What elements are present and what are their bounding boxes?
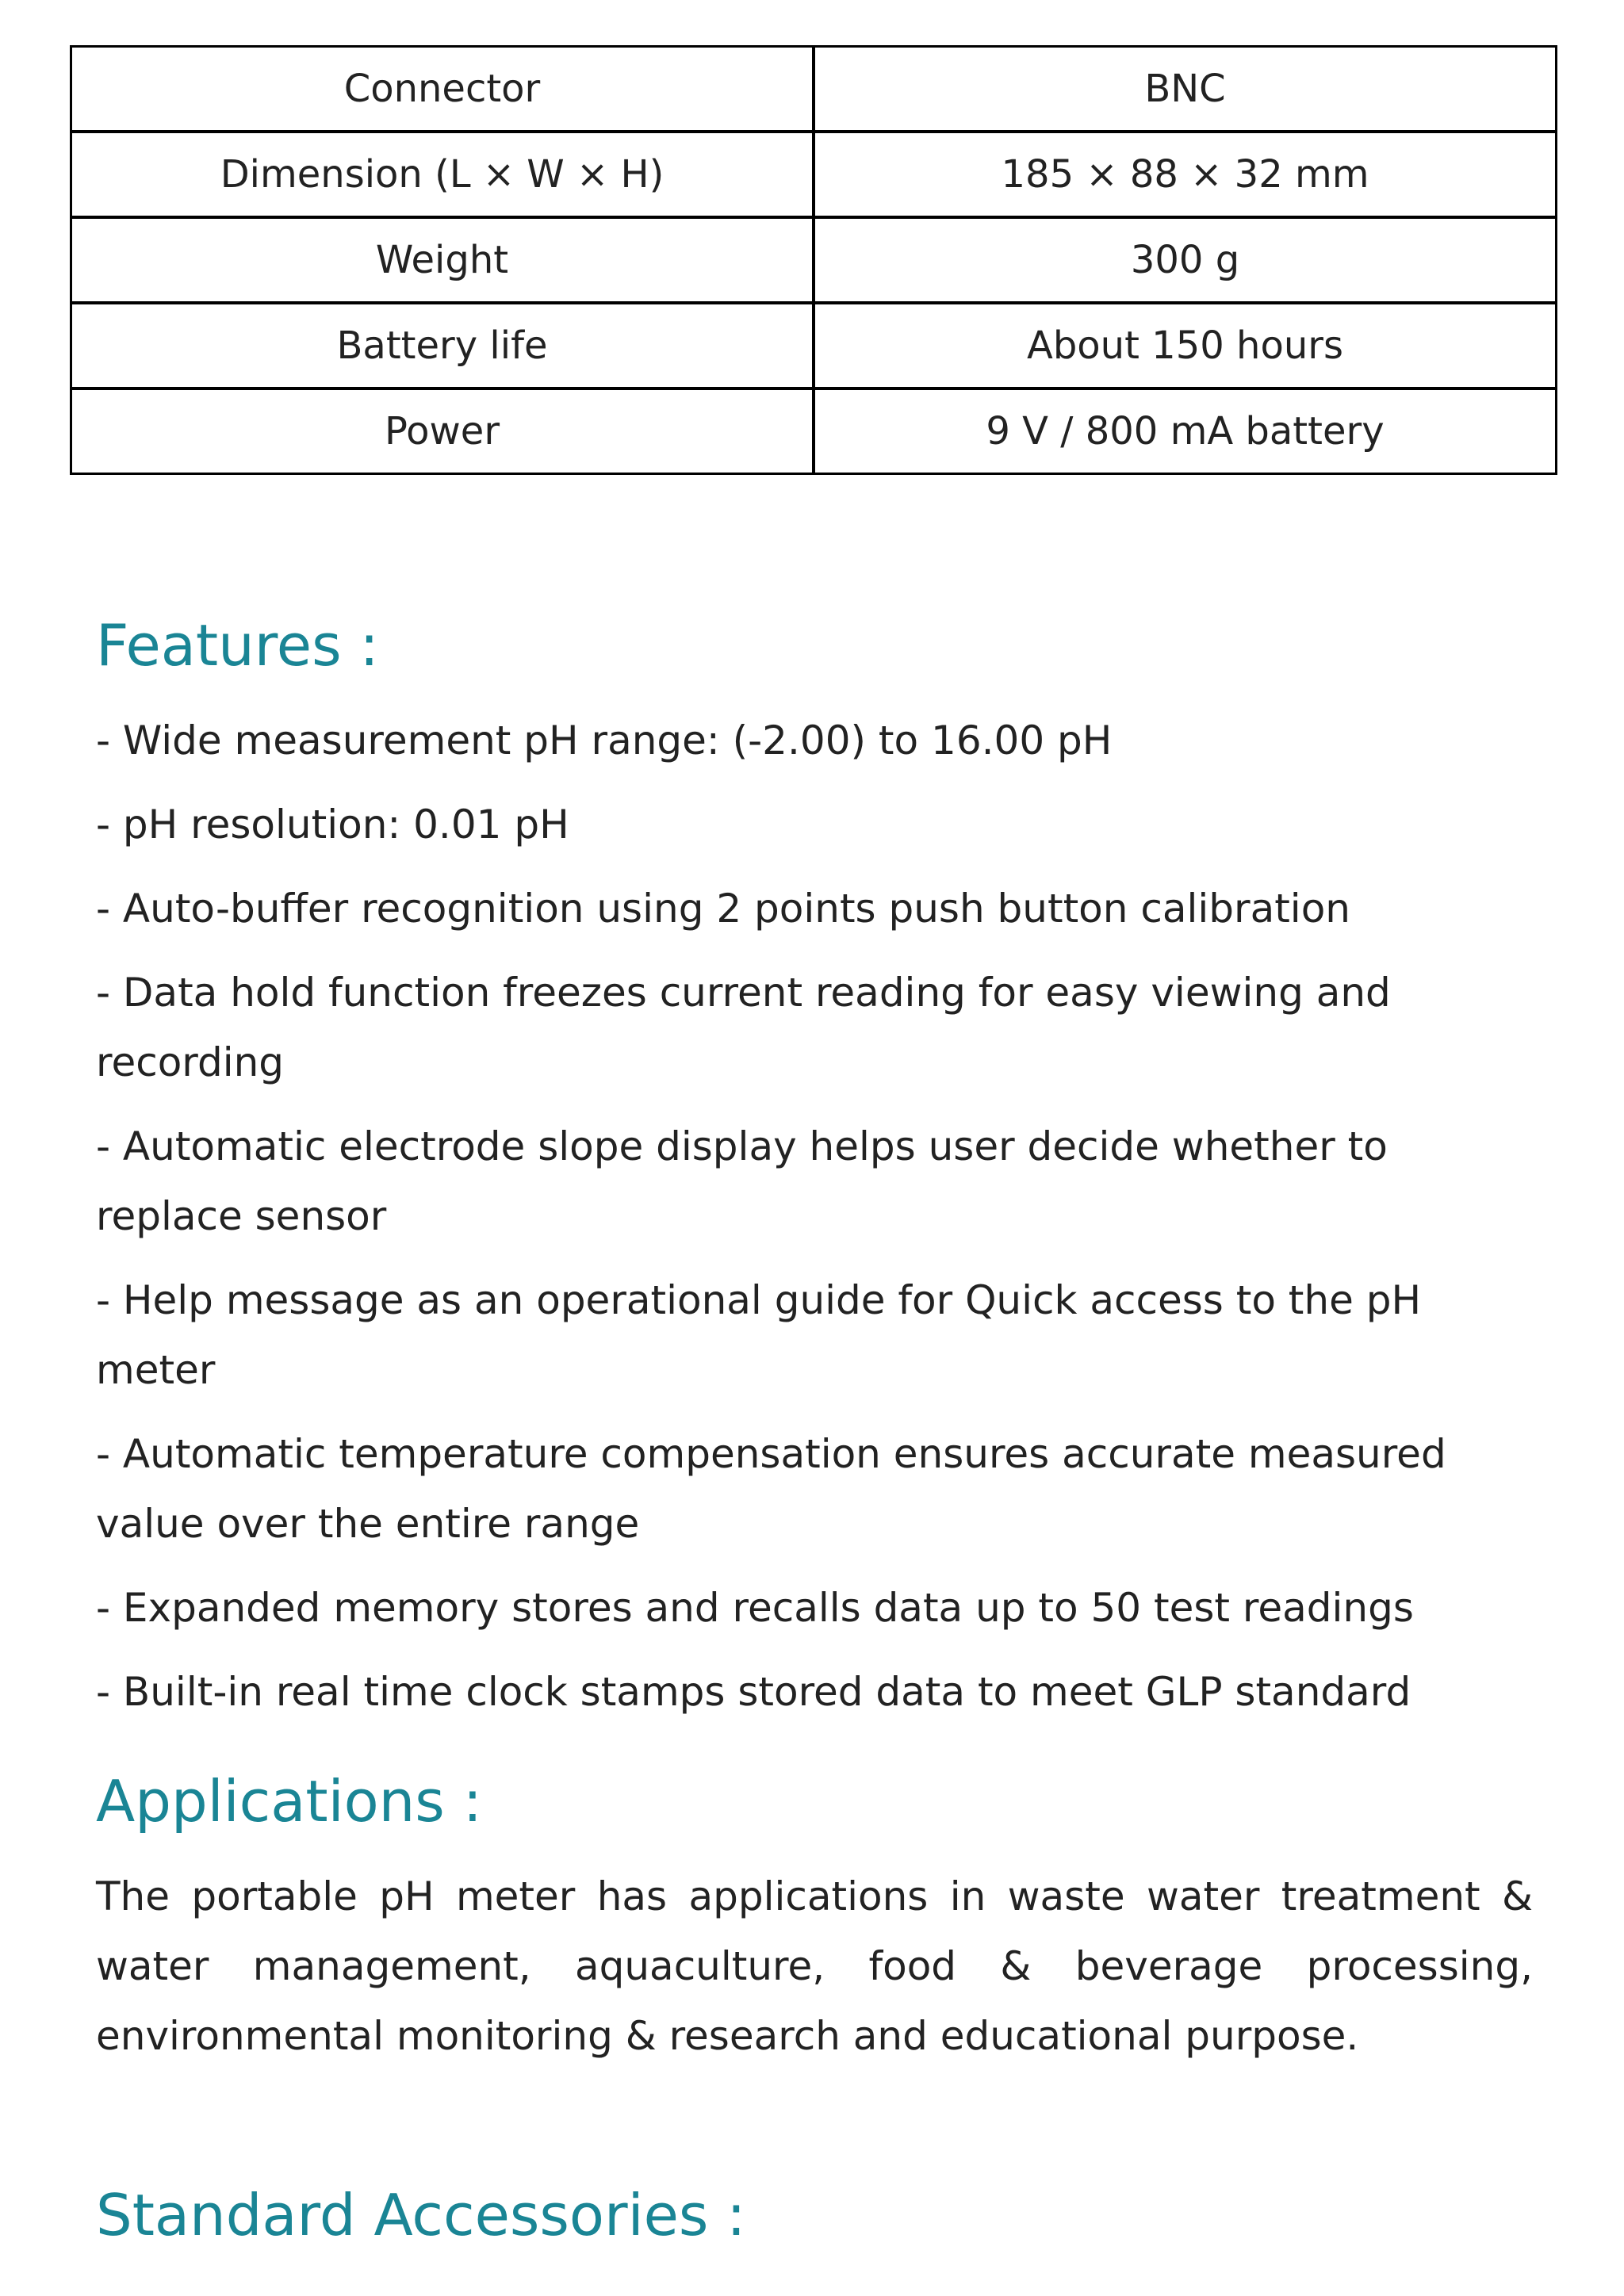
spec-value-power: 9 V / 800 mA battery	[814, 388, 1557, 474]
list-item: - Built-in real time clock stamps stored data to meet GLP standard	[96, 1669, 1411, 1715]
list-item: - Data hold function freezes current reading for easy viewing and recording	[96, 970, 1391, 1085]
spec-label-battery-life: Battery life	[71, 303, 814, 388]
table-row	[71, 303, 1557, 388]
table-row	[71, 47, 1557, 132]
spec-label-power: Power	[71, 388, 814, 474]
table-row	[71, 132, 1557, 217]
specifications-table	[70, 45, 1557, 475]
spec-value-connector: BNC	[814, 47, 1557, 132]
features-heading: Features :	[96, 612, 379, 679]
list-item: - Automatic electrode slope display helps user decide whether to replace sensor	[96, 1123, 1388, 1239]
applications-heading: Applications :	[96, 1768, 482, 1835]
table-row	[71, 217, 1557, 303]
spec-label-connector: Connector	[71, 47, 814, 132]
accessories-section	[96, 2182, 1533, 2248]
list-item: - Expanded memory stores and recalls data up to 50 test readings	[96, 1585, 1414, 1631]
features-list	[96, 706, 1533, 1727]
list-item: - Auto-buffer recognition using 2 points push button calibration	[96, 886, 1350, 932]
spec-value-battery-life: About 150 hours	[814, 303, 1557, 388]
spec-value-weight: 300 g	[814, 217, 1557, 303]
list-item: - pH resolution: 0.01 pH	[96, 802, 569, 848]
list-item: - Automatic temperature compensation ensures accurate measured value over the entire range	[96, 1431, 1446, 1547]
spec-value-dimension: 185 × 88 × 32 mm	[814, 132, 1557, 217]
accessories-heading: Standard Accessories :	[96, 2182, 746, 2248]
list-item: - Wide measurement pH range: (-2.00) to 16.00 pH	[96, 718, 1113, 763]
applications-paragraph: The portable pH meter has applications in waste water treatment & water management, aquaculture, food & beverage processing, environmental monitoring & research and educational purpose.	[96, 1873, 1533, 2059]
table-row	[71, 388, 1557, 474]
spec-label-dimension: Dimension (L × W × H)	[71, 132, 814, 217]
list-item: - Help message as an operational guide for Quick access to the pH meter	[96, 1277, 1422, 1393]
features-section	[96, 612, 1533, 1741]
spec-label-weight: Weight	[71, 217, 814, 303]
applications-section	[96, 1768, 1533, 2071]
